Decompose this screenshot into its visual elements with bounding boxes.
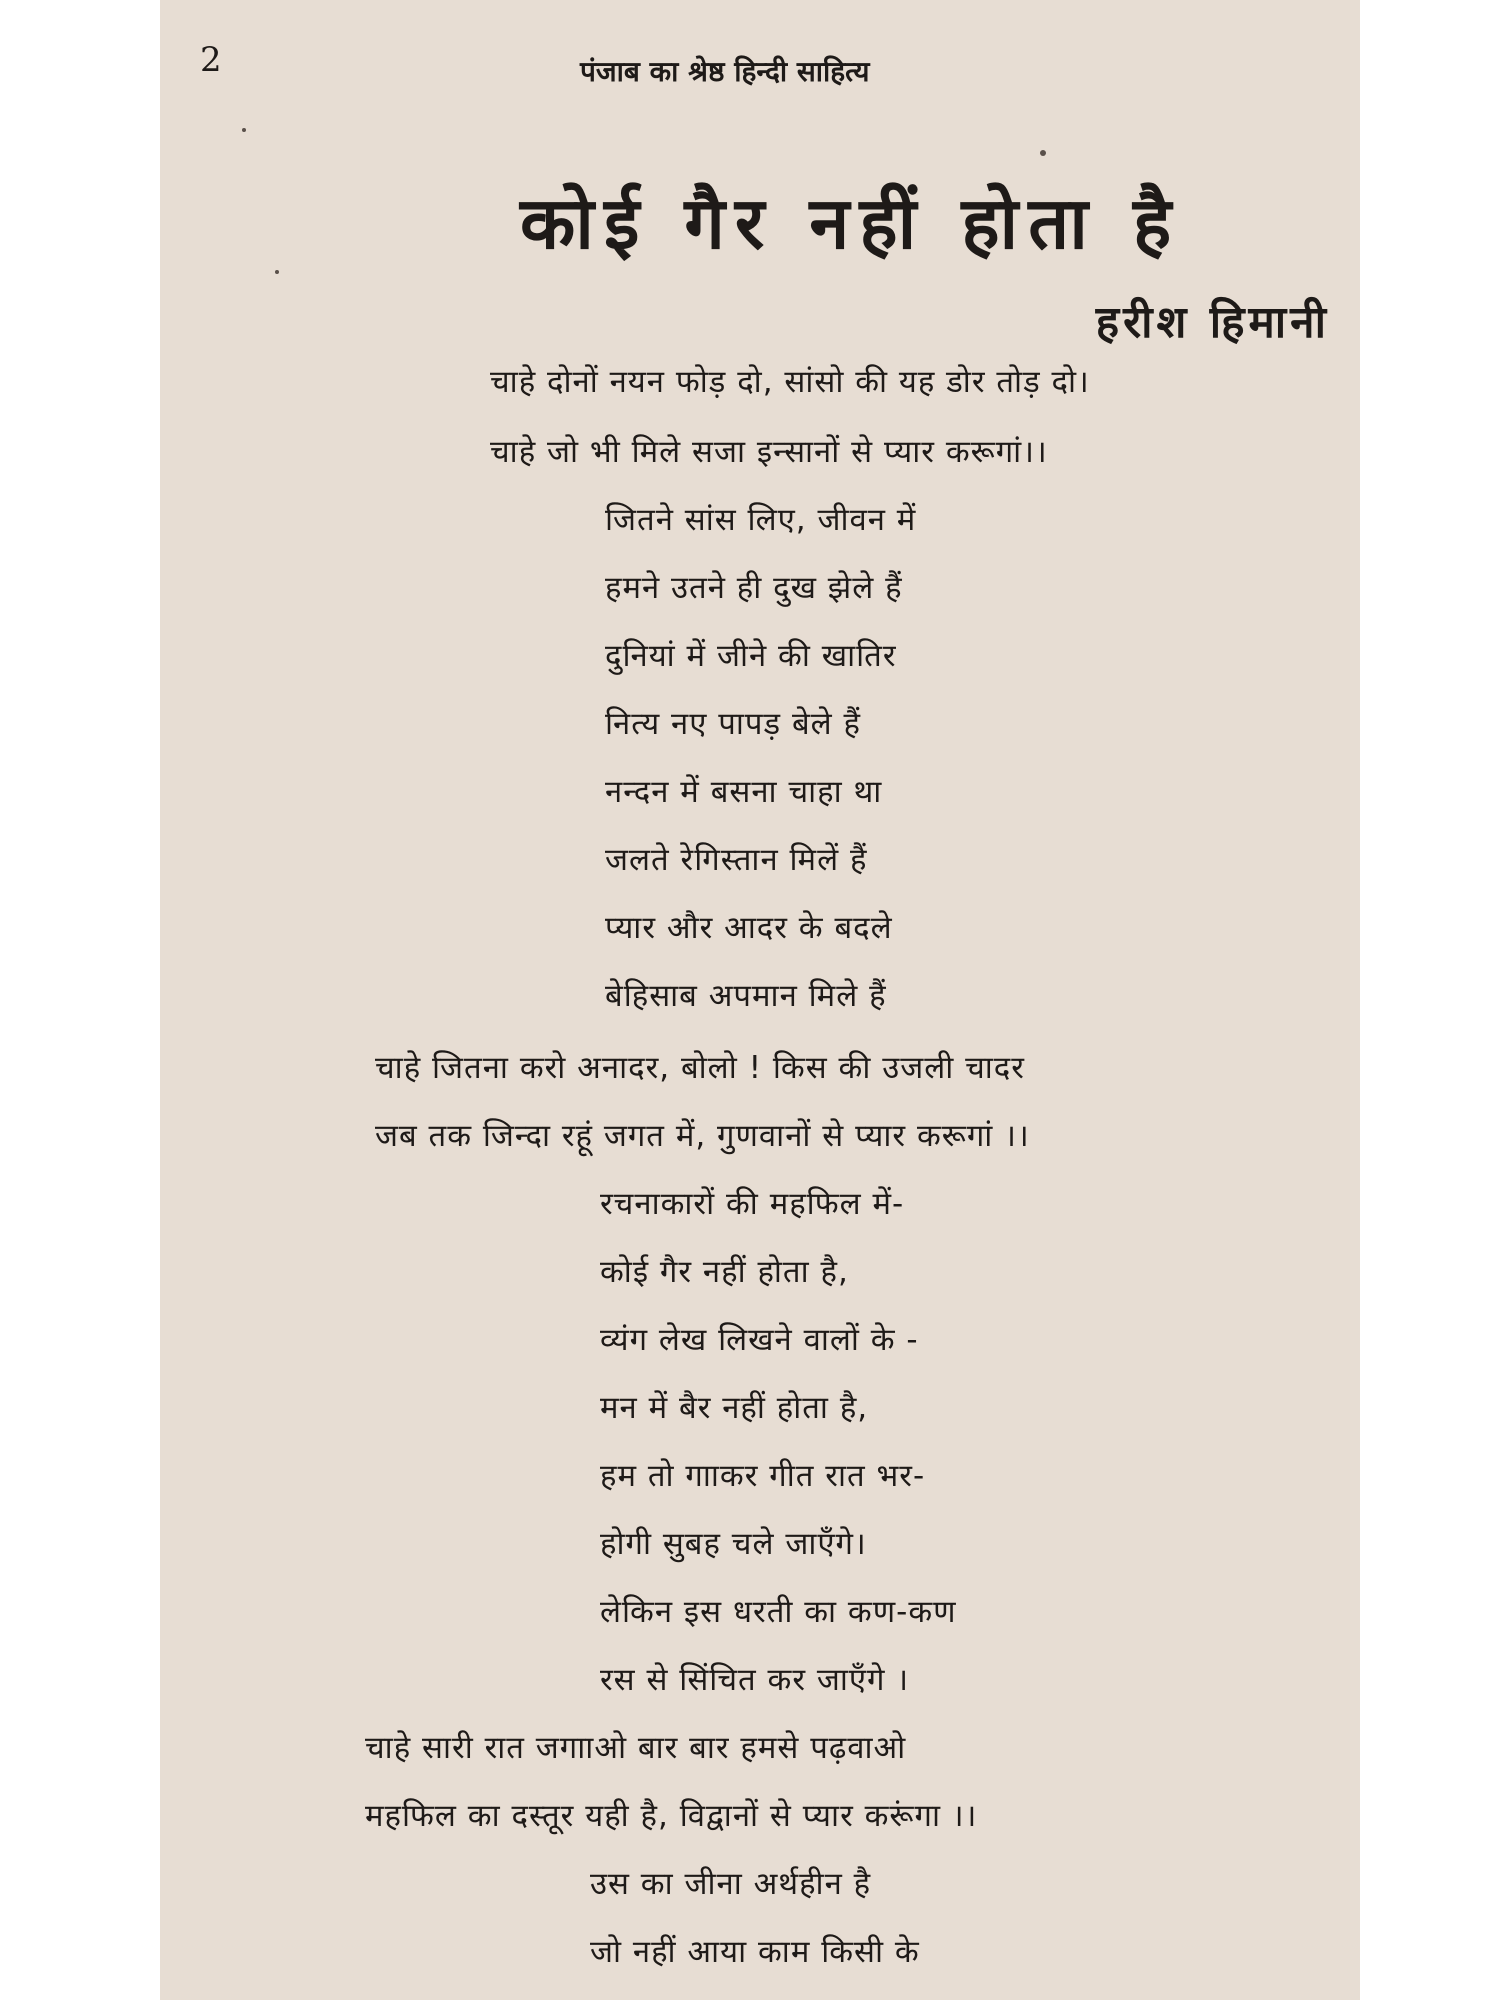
- poem-line: होगी सुबह चले जाएँगे।: [600, 1526, 867, 1562]
- print-speck: [242, 128, 246, 132]
- poem-line: हमने उतने ही दुख झेले हैं: [605, 570, 903, 606]
- poem-line: चाहे सारी रात जगााओ बार बार हमसे पढ़वाओ: [365, 1730, 907, 1766]
- poem-line: जो नहीं आया काम किसी के: [590, 1934, 920, 1970]
- book-page: [160, 0, 1360, 2000]
- poem-line: महफिल का दस्तूर यही है, विद्वानों से प्यार करूंगा ।।: [365, 1798, 978, 1834]
- poem-line: उस का जीना अर्थहीन है: [590, 1866, 872, 1902]
- poem-line: जलते रेगिस्तान मिलें हैं: [605, 842, 868, 878]
- poem-line: जब तक जिन्दा रहूं जगत में, गुणवानों से प्यार करूगां ।।: [375, 1118, 1030, 1154]
- poem-line: नन्दन में बसना चाहा था: [605, 774, 883, 810]
- poem-line: व्यंग लेख लिखने वालों के -: [600, 1322, 919, 1358]
- poem-line: दुनियां में जीने की खातिर: [605, 638, 897, 674]
- poem-line: चाहे दोनों नयन फोड़ दो, सांसो की यह डोर तोड़ दो।: [490, 364, 1090, 400]
- print-speck: [1040, 150, 1046, 156]
- poem-line: मन में बैर नहीं होता है,: [600, 1390, 869, 1426]
- poem-line: लेकिन इस धरती का कण-कण: [600, 1594, 957, 1630]
- poem-line: प्यार और आदर के बदले: [605, 910, 893, 946]
- poem-line: चाहे जो भी मिले सजा इन्सानों से प्यार करूगां।।: [490, 434, 1048, 470]
- poem-line: बेहिसाब अपमान मिले हैं: [605, 978, 887, 1014]
- running-head: पंजाब का श्रेष्ठ हिन्दी साहित्य: [580, 55, 870, 88]
- poem-line: जितने सांस लिए, जीवन में: [605, 502, 917, 538]
- poem-line: चाहे जितना करो अनादर, बोलो ! किस की उजली चादर: [375, 1050, 1025, 1086]
- poem-line: रचनाकारों की महफिल में-: [600, 1186, 905, 1222]
- poem-line: नित्य नए पापड़ बेले हैं: [605, 706, 861, 742]
- poem-line: रस से सिंचित कर जाएँगे ।: [600, 1662, 910, 1698]
- poem-line: कोई गैर नहीं होता है,: [600, 1254, 849, 1290]
- poem-title: कोई गैर नहीं होता है: [520, 181, 1182, 265]
- print-speck: [275, 270, 279, 274]
- poem-line: हम तो गााकर गीत रात भर-: [600, 1458, 926, 1494]
- page-number: 2: [200, 40, 222, 80]
- poem-author: हरीश हिमानी: [1095, 297, 1330, 348]
